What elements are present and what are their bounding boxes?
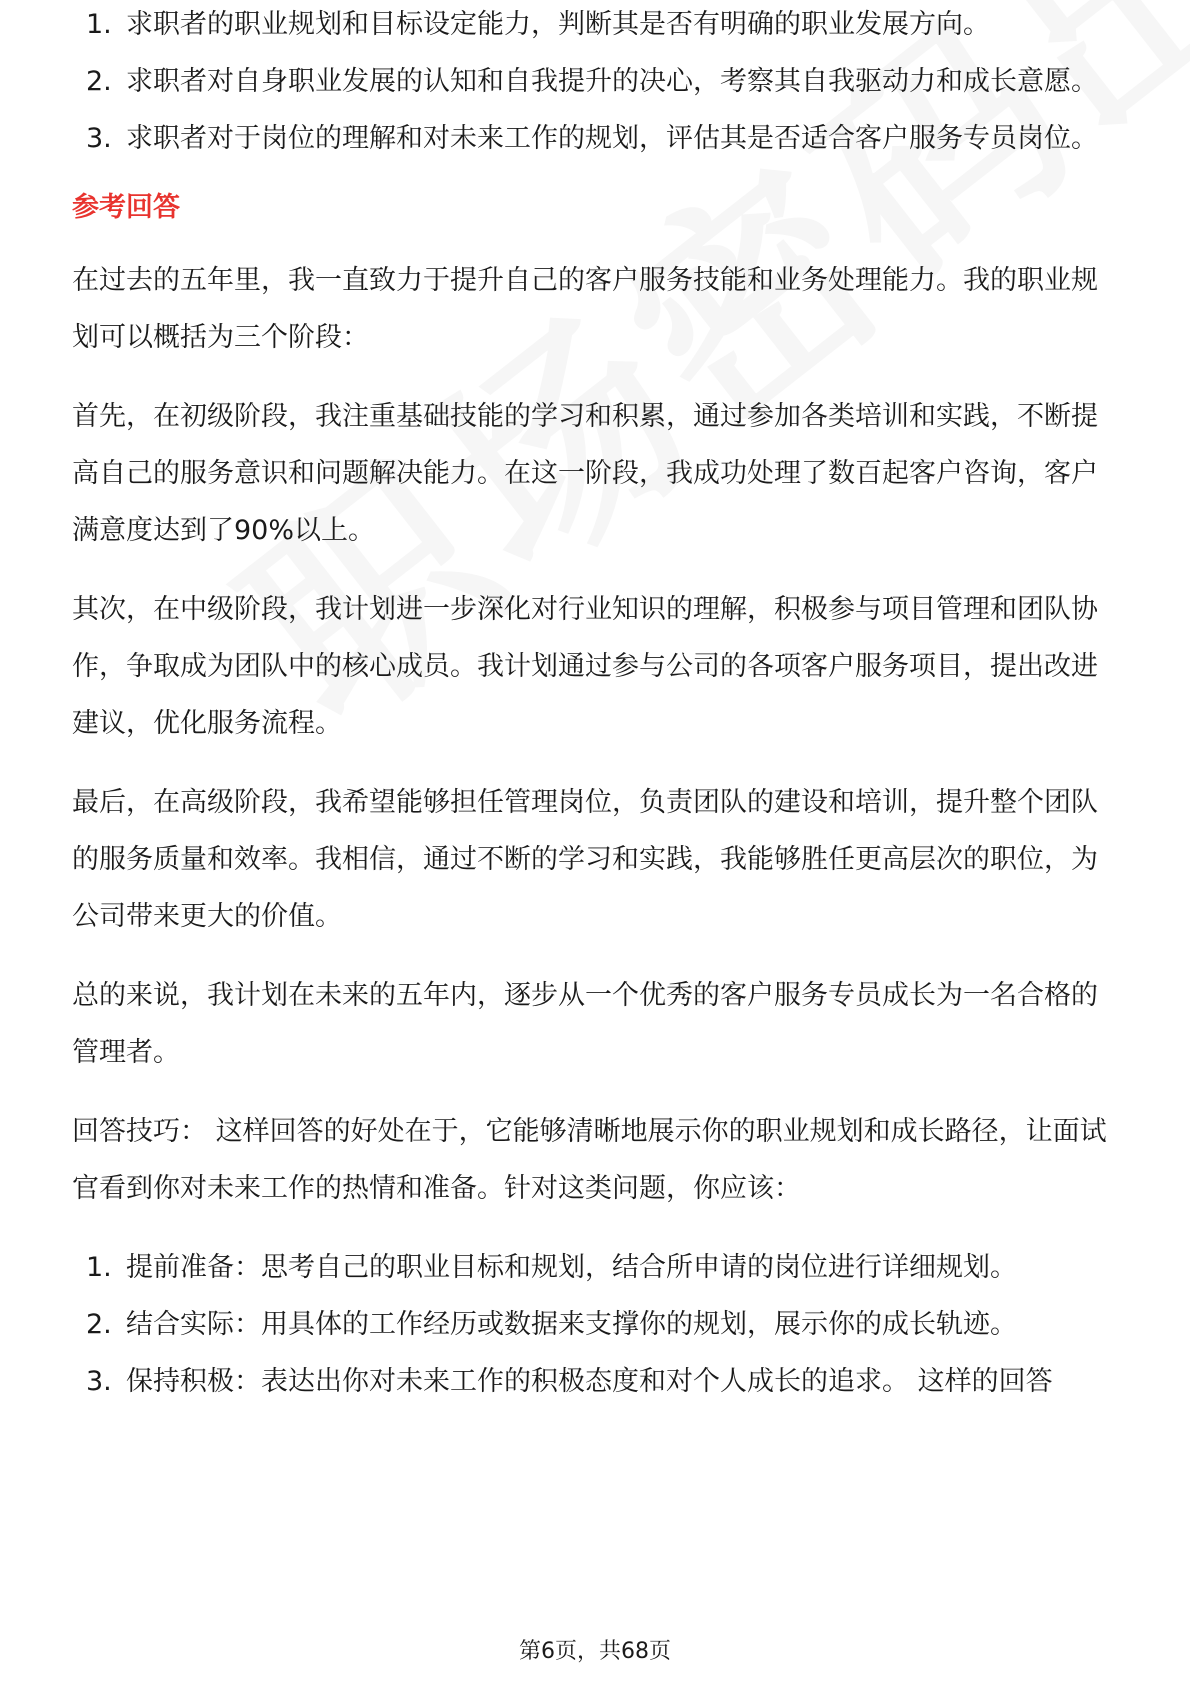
list-item: 1. 求职者的职业规划和目标设定能力，判断其是否有明确的职业发展方向。 xyxy=(86,9,990,40)
paragraph: 其次，在中级阶段，我计划进一步深化对行业知识的理解，积极参与项目管理和团队协作，争取成为团队中的核心成员。我计划通过参与公司的各项客户服务项目，提出改进建议，优化服务流程。 xyxy=(72,594,1098,739)
section-heading: 参考回答 xyxy=(72,192,180,223)
paragraph: 总的来说，我计划在未来的五年内，逐步从一个优秀的客户服务专员成长为一名合格的管理者。 xyxy=(72,980,1098,1068)
list-item: 1. 提前准备：思考自己的职业目标和规划，结合所申请的岗位进行详细规划。 xyxy=(86,1252,1017,1283)
paragraph: 最后，在高级阶段，我希望能够担任管理岗位，负责团队的建设和培训，提升整个团队的服务质量和效率。我相信，通过不断的学习和实践，我能够胜任更高层次的职位，为公司带来更大的价值。 xyxy=(72,787,1098,932)
criteria-list xyxy=(72,0,1122,167)
list-item: 2. 结合实际：用具体的工作经历或数据来支撑你的规划，展示你的成长轨迹。 xyxy=(86,1309,1017,1340)
paragraph: 回答技巧： 这样回答的好处在于，它能够清晰地展示你的职业规划和成长路径，让面试官看到你对未来工作的热情和准备。针对这类问题，你应该： xyxy=(72,1116,1107,1204)
list-item: 3. 保持积极：表达出你对未来工作的积极态度和对个人成长的追求。 这样的回答 xyxy=(86,1366,1053,1397)
paragraph: 在过去的五年里，我一直致力于提升自己的客户服务技能和业务处理能力。我的职业规划可以概括为三个阶段： xyxy=(72,265,1098,353)
page-content xyxy=(72,0,1122,1410)
tips-list xyxy=(72,1239,1122,1410)
page-number: 第6页，共68页 xyxy=(519,1639,671,1664)
list-item: 3. 求职者对于岗位的理解和对未来工作的规划，评估其是否适合客户服务专员岗位。 xyxy=(86,123,1098,154)
paragraph: 首先，在初级阶段，我注重基础技能的学习和积累，通过参加各类培训和实践，不断提高自己的服务意识和问题解决能力。在这一阶段，我成功处理了数百起客户咨询，客户满意度达到了90%以上。 xyxy=(72,401,1098,546)
list-item: 2. 求职者对自身职业发展的认知和自我提升的决心，考察其自我驱动力和成长意愿。 xyxy=(86,66,1098,97)
